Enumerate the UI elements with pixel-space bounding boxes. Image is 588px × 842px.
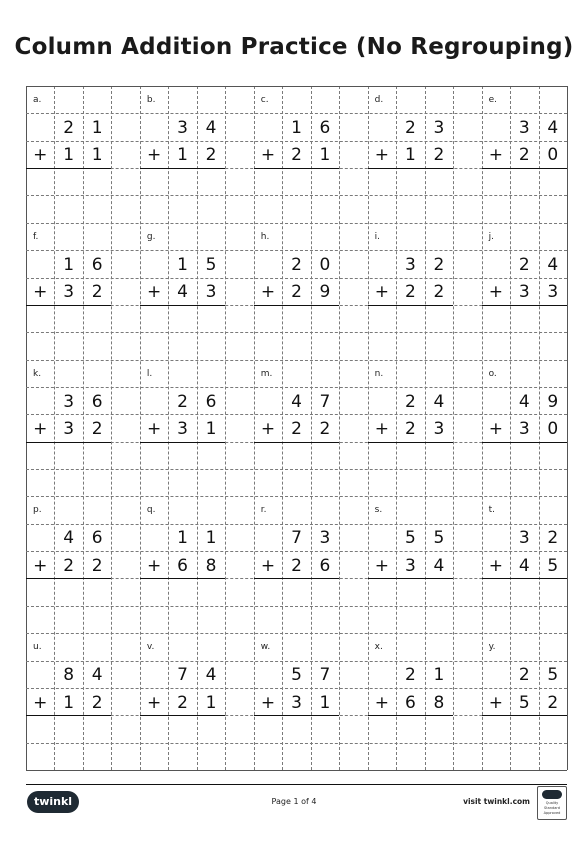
problem-label: c. <box>260 95 269 105</box>
addend-bottom-digit: 1 <box>404 145 416 166</box>
answer-box[interactable] <box>368 442 453 469</box>
grid-hline <box>26 551 567 552</box>
answer-box[interactable] <box>368 715 453 742</box>
addend-bottom-digit: 2 <box>205 145 217 166</box>
answer-box[interactable] <box>140 442 225 469</box>
grid-hline <box>26 743 567 744</box>
grid-hline <box>26 223 567 224</box>
problem-label: k. <box>33 368 42 379</box>
plus-sign: + <box>260 555 276 576</box>
problem-label: v. <box>146 642 155 653</box>
grid-hline <box>26 524 567 525</box>
addend-top-digit: 5 <box>205 254 217 275</box>
problem-label: a. <box>33 95 42 105</box>
addend-bottom-digit: 2 <box>291 145 302 166</box>
quality-badge-icon <box>537 786 567 820</box>
addend-top-digit: 7 <box>319 391 331 412</box>
problem-label: w. <box>260 642 271 653</box>
addend-top-digit: 1 <box>91 118 103 139</box>
addend-top-digit: 6 <box>91 391 103 412</box>
problem-label: m. <box>260 368 273 379</box>
addend-top-digit: 5 <box>547 665 559 686</box>
grid-hline <box>26 688 567 689</box>
grid-vline <box>225 86 226 770</box>
answer-box[interactable] <box>482 442 567 469</box>
addend-bottom-digit: 2 <box>177 692 188 713</box>
plus-sign: + <box>488 419 503 439</box>
addend-top-digit: 4 <box>547 118 559 139</box>
page-title: Column Addition Practice (No Regrouping) <box>14 34 574 60</box>
grid-hline <box>26 496 567 497</box>
addend-bottom-digit: 2 <box>91 692 103 713</box>
plus-sign: + <box>260 692 276 713</box>
addend-bottom-digit: 3 <box>404 555 416 576</box>
plus-sign: + <box>374 692 390 713</box>
addend-bottom-digit: 4 <box>177 282 188 303</box>
addend-top-digit: 1 <box>177 254 188 275</box>
addend-bottom-digit: 8 <box>205 555 217 576</box>
grid-vline <box>339 86 340 770</box>
addend-bottom-digit: 3 <box>205 282 217 303</box>
answer-box[interactable] <box>254 305 339 332</box>
addend-top-digit: 0 <box>319 254 331 275</box>
addend-top-digit: 4 <box>291 391 302 412</box>
grid-vline <box>453 86 454 770</box>
addend-top-digit: 3 <box>404 254 416 275</box>
addend-top-digit: 6 <box>91 254 103 275</box>
addend-bottom-digit: 3 <box>291 692 302 713</box>
addend-bottom-digit: 1 <box>205 419 217 439</box>
addend-top-digit: 7 <box>177 665 188 686</box>
addend-bottom-digit: 2 <box>91 555 103 576</box>
addend-bottom-digit: 4 <box>518 555 530 576</box>
addend-top-digit: 2 <box>404 665 416 686</box>
addend-top-digit: 4 <box>63 528 75 549</box>
grid-vline <box>111 86 112 770</box>
addend-bottom-digit: 6 <box>177 555 188 576</box>
answer-box[interactable] <box>140 578 225 605</box>
addend-bottom-digit: 2 <box>518 145 530 166</box>
worksheet-grid <box>26 86 567 770</box>
addend-top-digit: 2 <box>518 665 530 686</box>
plus-sign: + <box>33 419 48 439</box>
addend-bottom-digit: 2 <box>91 282 103 303</box>
addend-bottom-digit: 2 <box>291 555 302 576</box>
problem-label: t. <box>488 505 495 516</box>
addend-bottom-digit: 5 <box>518 692 530 713</box>
addend-bottom-digit: 9 <box>319 282 331 303</box>
problem-label: b. <box>146 95 156 105</box>
addend-bottom-digit: 0 <box>547 419 559 439</box>
addend-top-digit: 5 <box>433 528 445 549</box>
addend-top-digit: 5 <box>291 665 302 686</box>
addend-bottom-digit: 3 <box>518 282 530 303</box>
addend-top-digit: 6 <box>91 528 103 549</box>
quality-badge-text: Quality Standard Approved <box>543 801 561 815</box>
problem-label: u. <box>33 642 42 653</box>
addend-bottom-digit: 3 <box>433 419 445 439</box>
problem-label: n. <box>374 368 384 379</box>
addend-bottom-digit: 3 <box>63 282 75 303</box>
addend-top-digit: 1 <box>205 528 217 549</box>
plus-sign: + <box>260 282 276 303</box>
answer-box[interactable] <box>482 168 567 195</box>
addend-bottom-digit: 2 <box>547 692 559 713</box>
plus-sign: + <box>488 555 503 576</box>
answer-box[interactable] <box>140 715 225 742</box>
addend-top-digit: 6 <box>205 391 217 412</box>
problem-label: e. <box>488 95 497 105</box>
addend-top-digit: 3 <box>518 118 530 139</box>
problem-label: q. <box>146 505 156 516</box>
answer-box[interactable] <box>26 578 111 605</box>
problem-label: d. <box>374 95 384 105</box>
plus-sign: + <box>488 282 503 303</box>
addend-bottom-digit: 2 <box>404 282 416 303</box>
grid-hline <box>26 250 567 251</box>
answer-box[interactable] <box>26 715 111 742</box>
answer-box[interactable] <box>368 168 453 195</box>
answer-box[interactable] <box>254 442 339 469</box>
problem-label: j. <box>488 231 494 242</box>
grid-hline <box>26 770 567 771</box>
plus-sign: + <box>147 419 162 439</box>
addend-top-digit: 2 <box>404 118 416 139</box>
answer-box[interactable] <box>482 715 567 742</box>
addend-top-digit: 4 <box>518 391 530 412</box>
grid-hline <box>26 387 567 388</box>
plus-sign: + <box>147 145 162 166</box>
addend-bottom-digit: 1 <box>91 145 103 166</box>
answer-box[interactable] <box>482 578 567 605</box>
page-number: Page 1 of 4 <box>271 797 317 806</box>
answer-box[interactable] <box>26 168 111 195</box>
answer-box[interactable] <box>26 305 111 332</box>
problem-label: o. <box>488 368 497 379</box>
addend-top-digit: 3 <box>518 528 530 549</box>
addend-bottom-digit: 2 <box>291 419 302 439</box>
grid-hline <box>26 141 567 142</box>
plus-sign: + <box>33 282 48 303</box>
answer-box[interactable] <box>254 715 339 742</box>
addend-bottom-digit: 3 <box>63 419 75 439</box>
grid-hline <box>26 414 567 415</box>
grid-hline <box>26 360 567 361</box>
answer-box[interactable] <box>254 168 339 195</box>
addend-bottom-digit: 2 <box>291 282 302 303</box>
addend-top-digit: 3 <box>177 118 188 139</box>
problem-label: r. <box>260 505 267 516</box>
addend-bottom-digit: 2 <box>91 419 103 439</box>
addend-bottom-digit: 2 <box>319 419 331 439</box>
addend-top-digit: 2 <box>547 528 559 549</box>
addend-bottom-digit: 0 <box>547 145 559 166</box>
addend-top-digit: 1 <box>433 665 445 686</box>
addend-bottom-digit: 2 <box>433 282 445 303</box>
problem-label: l. <box>146 368 153 379</box>
addend-top-digit: 2 <box>63 118 75 139</box>
grid-hline <box>26 278 567 279</box>
problem-label: s. <box>374 505 383 516</box>
addend-bottom-digit: 4 <box>433 555 445 576</box>
addend-bottom-digit: 5 <box>547 555 559 576</box>
plus-sign: + <box>33 692 48 713</box>
problem-label: f. <box>33 231 39 242</box>
plus-sign: + <box>147 282 162 303</box>
addend-top-digit: 9 <box>547 391 559 412</box>
plus-sign: + <box>488 145 503 166</box>
problem-label: g. <box>146 231 156 242</box>
addend-top-digit: 5 <box>404 528 416 549</box>
grid-hline <box>26 469 567 470</box>
grid-hline <box>26 86 567 87</box>
footer-divider <box>26 784 567 785</box>
addend-top-digit: 3 <box>319 528 331 549</box>
addend-bottom-digit: 1 <box>63 145 75 166</box>
addend-top-digit: 4 <box>205 665 217 686</box>
answer-box[interactable] <box>482 305 567 332</box>
addend-top-digit: 1 <box>291 118 302 139</box>
grid-hline <box>26 661 567 662</box>
addend-bottom-digit: 1 <box>319 145 331 166</box>
plus-sign: + <box>33 555 48 576</box>
addend-top-digit: 2 <box>433 254 445 275</box>
addend-top-digit: 2 <box>291 254 302 275</box>
answer-box[interactable] <box>26 442 111 469</box>
problem-label: x. <box>374 642 383 653</box>
plus-sign: + <box>260 419 276 439</box>
addend-bottom-digit: 3 <box>177 419 188 439</box>
grid-hline <box>26 195 567 196</box>
addend-top-digit: 8 <box>63 665 75 686</box>
addend-top-digit: 4 <box>433 391 445 412</box>
addend-top-digit: 2 <box>518 254 530 275</box>
addend-bottom-digit: 6 <box>319 555 331 576</box>
addend-top-digit: 3 <box>433 118 445 139</box>
addend-top-digit: 1 <box>63 254 75 275</box>
problem-label: p. <box>33 505 42 516</box>
addend-top-digit: 7 <box>319 665 331 686</box>
grid-hline <box>26 113 567 114</box>
grid-hline <box>26 606 567 607</box>
addend-top-digit: 7 <box>291 528 302 549</box>
addend-top-digit: 2 <box>404 391 416 412</box>
addend-bottom-digit: 1 <box>205 692 217 713</box>
problem-label: y. <box>488 642 496 653</box>
addend-bottom-digit: 3 <box>547 282 559 303</box>
addend-top-digit: 2 <box>177 391 188 412</box>
problem-label: i. <box>374 231 381 242</box>
addend-bottom-digit: 1 <box>319 692 331 713</box>
addend-bottom-digit: 1 <box>63 692 75 713</box>
addend-top-digit: 4 <box>91 665 103 686</box>
plus-sign: + <box>374 555 390 576</box>
addend-bottom-digit: 8 <box>433 692 445 713</box>
grid-vline <box>567 86 568 770</box>
addend-bottom-digit: 2 <box>404 419 416 439</box>
twinkl-logo: twinkl <box>27 791 79 813</box>
addend-bottom-digit: 3 <box>518 419 530 439</box>
plus-sign: + <box>260 145 276 166</box>
plus-sign: + <box>147 555 162 576</box>
grid-hline <box>26 633 567 634</box>
answer-box[interactable] <box>140 168 225 195</box>
plus-sign: + <box>147 692 162 713</box>
addend-top-digit: 4 <box>205 118 217 139</box>
addend-bottom-digit: 1 <box>177 145 188 166</box>
plus-sign: + <box>374 282 390 303</box>
addend-bottom-digit: 2 <box>433 145 445 166</box>
addend-top-digit: 1 <box>177 528 188 549</box>
addend-bottom-digit: 2 <box>63 555 75 576</box>
answer-box[interactable] <box>368 578 453 605</box>
answer-box[interactable] <box>368 305 453 332</box>
plus-sign: + <box>33 145 48 166</box>
answer-box[interactable] <box>140 305 225 332</box>
addend-bottom-digit: 6 <box>404 692 416 713</box>
grid-hline <box>26 332 567 333</box>
problem-label: h. <box>260 231 270 242</box>
answer-box[interactable] <box>254 578 339 605</box>
addend-top-digit: 6 <box>319 118 331 139</box>
addend-top-digit: 4 <box>547 254 559 275</box>
plus-sign: + <box>488 692 503 713</box>
addend-top-digit: 3 <box>63 391 75 412</box>
visit-link[interactable]: visit twinkl.com <box>463 797 530 806</box>
plus-sign: + <box>374 419 390 439</box>
plus-sign: + <box>374 145 390 166</box>
